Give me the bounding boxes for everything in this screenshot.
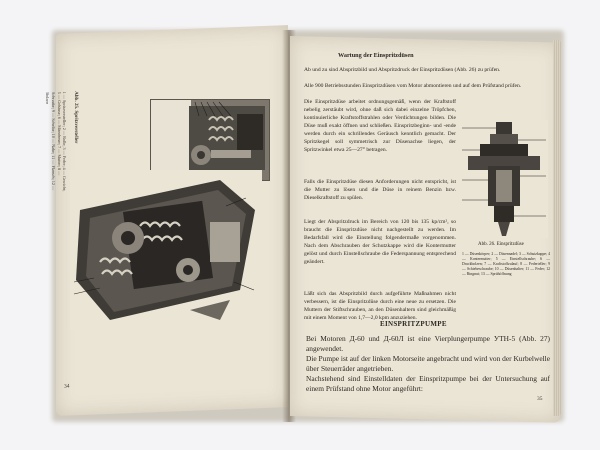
left-small-figure	[150, 99, 270, 181]
paragraph-9: Nachstehend sind Einstelldaten der Einspritzpumpe bei der Untersuchung auf einem Prüfstand ohne Motor angeführt:	[306, 374, 550, 393]
right-page-number: 35	[537, 396, 543, 402]
paragraph-5: Liegt der Abspritzdruck im Bereich von 120 bis 135 kp/cm², so braucht die Einspritzdüse nicht nachgestellt zu werden. Im Bedarfsfall wird die Einstellung folgendermaße vorgenommen. Nach dem Abschrauben der Schutzkappe wird die Kontermutter gelöst und durch Einstellschraube die Federspannung entsprechend geändert.	[304, 219, 456, 265]
fuel-pump-cutaway-illustration	[70, 170, 262, 330]
right-figure	[460, 120, 548, 238]
right-page-heading: Wartung der Einspritzdüsen	[338, 52, 414, 59]
left-figure-caption-title: Abb. 25. Spritzversteller	[73, 91, 79, 144]
left-page-number: 34	[64, 383, 70, 390]
left-figure-caption-lines: 1 — Spritzversteller; 2 — Rolle; 3 — Feder; 4 — Gewicht; 5 — Gehäuse; 6 — Mitnehmer; 7 — Mutter; 8 — Schraube; 9 — Scheibe; 10 — Nabe; 11 — Flansch; 12 — Bolzen	[45, 91, 68, 192]
mechanism-detail-illustration	[151, 100, 269, 180]
paragraph-2: Alle 900 Betriebsstunden Einspritzdüsen vom Motor abmontieren und auf dem Prüfstand prüfen.	[304, 83, 522, 89]
paragraph-6: Läßt sich das Abspritzbild durch aufgeführte Maßnahmen nicht verbessern, ist die Einspritzdüse durch eine neue zu ersetzen. Die Muttern der Stiftschrauben, an den Düsenhaltern sind gleichmäßig mit einem Moment von 1,7—2,0 kpm anzuziehen.	[304, 291, 456, 321]
paragraph-4: Falls die Einspritzdüse diesen Anforderungen nicht entspricht, ist die Mutter zu lösen und die Düse in reinem Benzin bzw. Dieselkraftstoff zu spülen.	[304, 179, 456, 201]
section-heading: EINSPRITZPUMPE	[380, 320, 447, 328]
right-figure-legend: 1 — Düsenkörper; 2 — Düsennadel; 3 — Schutzkappe; 4 — Kontermutter; 5 — Einstellschraube; 6 — Druckbolzen; 7 — Kraftstoffzulauf; 8 — Federteller; 9 — Schiebeschraube; 10 — Düsenhalter; 11 — Feder; 12 — Ringnut; 13 — Sprühöffnung	[462, 252, 550, 276]
page-edges	[553, 40, 561, 416]
paragraph-8: Die Pumpe ist auf der linken Motorseite angebracht und wird von der Kurbelwelle über Steuerräder angetrieben.	[306, 354, 550, 373]
paragraph-3: Die Einspritzdüse arbeitet ordnungsgemäß, wenn der Kraftstoff nebelig zerstäubt wird, ohne daß sich dabei einzelne Tröpfchen, kontinuierliche Kraftstoffstrahlen oder Verdichtungen bilden. Die Düse muß exakt öffnen und schließen. Einspritzbeginn- und -ende werden durch ein schrillendes Geräusch kenntlich gemacht. Der Spritzkegel soll symmetrisch zur Düsenachse liegen, der Spritzwinkel etwa 25—27° betragen.	[304, 99, 456, 153]
right-figure-caption: Abb. 26. Einspritzdüse	[478, 242, 524, 247]
injector-nozzle-illustration	[460, 120, 548, 238]
left-large-figure	[70, 170, 262, 330]
paragraph-7: Bei Motoren Д-60 und Д-60Л ist eine Vierplungerpumpe УТН-5 (Abb. 27) angewendet.	[306, 334, 550, 353]
paragraph-1: Ab und zu sind Abspritzbild und Abspritzdruck der Einspritzdüsen (Abb. 26) zu prüfen.	[304, 67, 501, 73]
